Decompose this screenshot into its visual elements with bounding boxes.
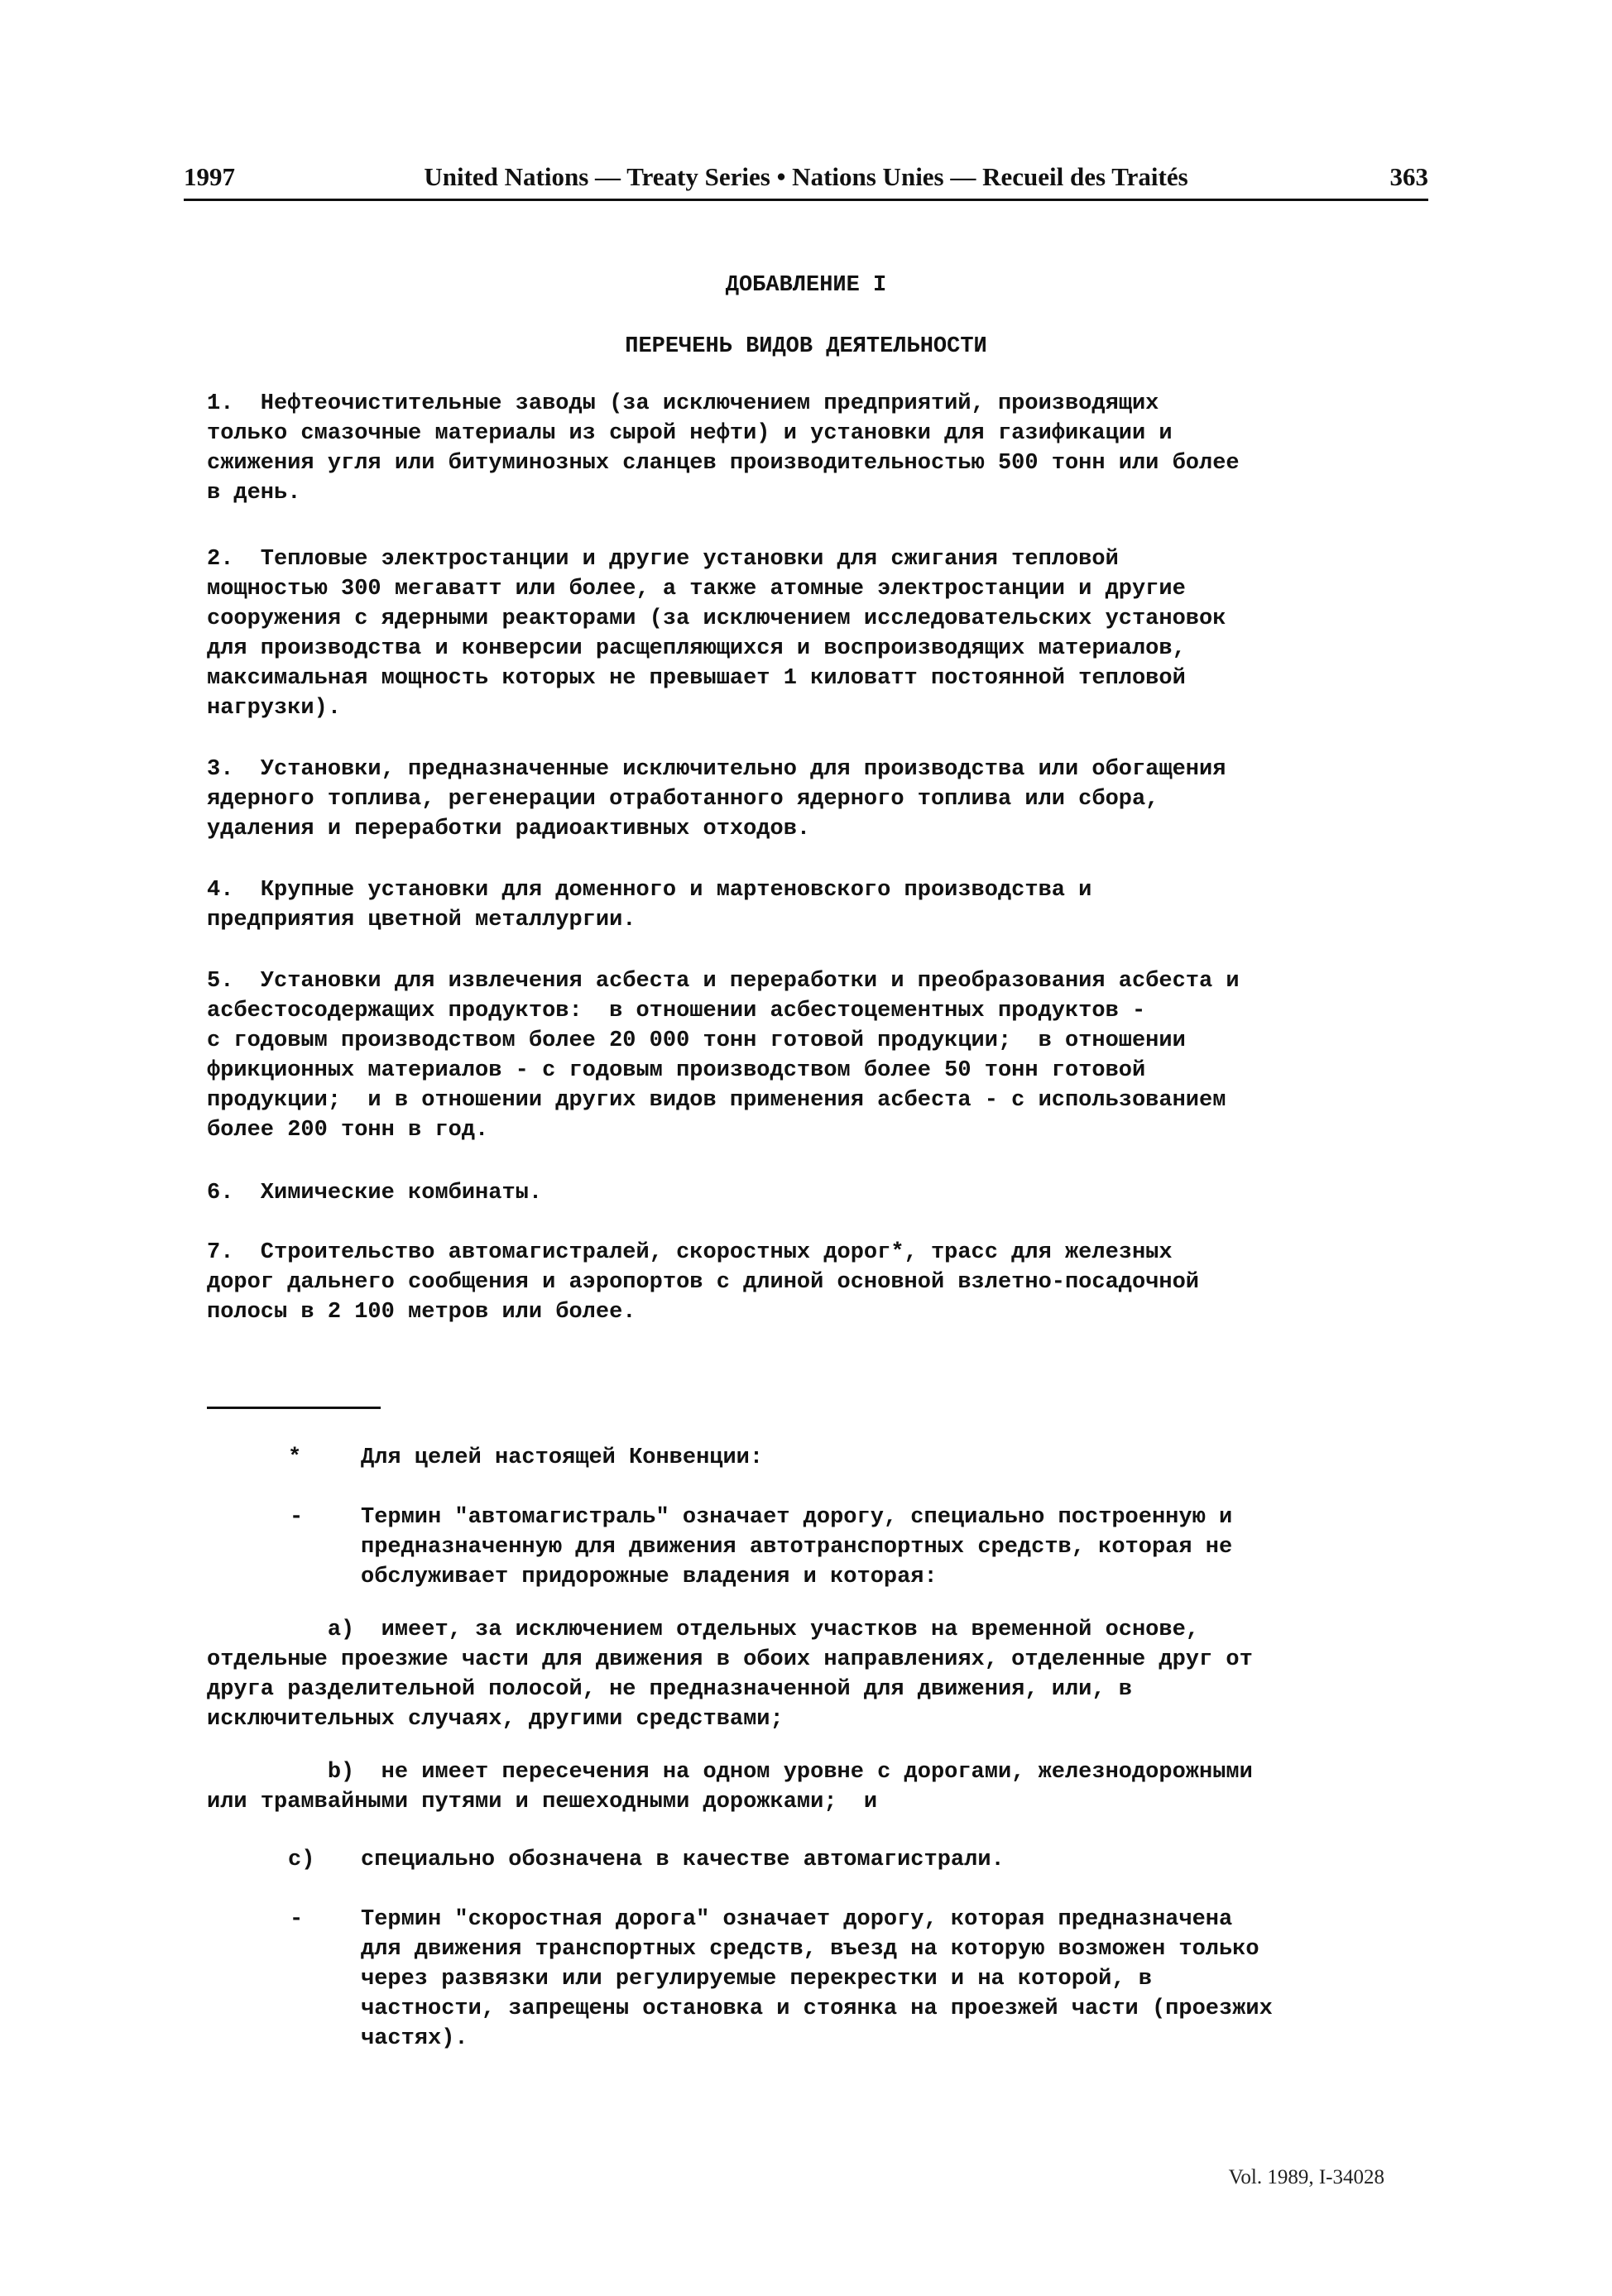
list-item-4: 4. Крупные установки для доменного и мартеновского производства и предприятия цветной металлургии. — [207, 878, 1092, 932]
list-item-5: 5. Установки для извлечения асбеста и переработки и преобразования асбеста и асбестосодержащих продуктов: в отношении асбестоцементных продуктов - с годовым производством более 20 000 тонн готовой продукции; в отношении фрикционных материалов - с годовым производством более 50 тонн готовой продукции; и в отношении других видов применения асбеста - с использованием более 200 тонн в год. — [207, 969, 1240, 1143]
footnote-clause-c-marker: c) — [288, 1848, 315, 1872]
term-expressway-definition: Термин "скоростная дорога" означает дорогу, которая предназначена для движения транспортных средств, въезд на которую возможен только через развязки или регулируемые перекрестки и на которой, в частности, запрещены остановка и стоянка на проезжей части (проезжих частях). — [361, 1907, 1273, 2051]
header-year: 1997 — [184, 162, 235, 191]
footnote-marker: * — [288, 1445, 302, 1470]
footnote-clause-b: b) не имеет пересечения на одном уровне с дорогами, железнодорожными или трамвайными путями и пешеходными дорожками; и — [207, 1760, 1253, 1814]
footnote-separator — [207, 1407, 381, 1409]
term-expressway-marker: - — [290, 1907, 304, 1932]
term-automagistral-definition: Термин "автомагистраль" означает дорогу, специально построенную и предназначенную для движения автотранспортных средств, которая не обслуживает придорожные владения и которая: — [361, 1505, 1233, 1589]
list-item-7: 7. Строительство автомагистралей, скоростных дорог*, трасс для железных дорог дальнего сообщения и аэропортов с длиной основной взлетно-посадочной полосы в 2 100 метров или более. — [207, 1240, 1199, 1325]
running-header — [184, 162, 1428, 199]
term-automagistral-marker: - — [290, 1505, 304, 1530]
appendix-title: ДОБАВЛЕНИЕ I — [725, 273, 887, 298]
list-item-3: 3. Установки, предназначенные исключительно для производства или обогащения ядерного топлива, регенерации отработанного ядерного топлива или сбора, удаления и переработки радиоактивных отходов. — [207, 757, 1226, 841]
list-item-1: 1. Нефтеочистительные заводы (за исключением предприятий, производящих только смазочные материалы из сырой нефти) и установки для газификации и сжижения угля или битуминозных сланцев производительностью 500 тонн или более в день. — [207, 391, 1240, 506]
header-title: United Nations — Treaty Series • Nations Unies — Recueil des Traités — [424, 162, 1188, 191]
footnote-clause-c: специально обозначена в качестве автомагистрали. — [361, 1848, 1005, 1872]
footnote-intro: Для целей настоящей Конвенции: — [361, 1445, 764, 1470]
list-item-6: 6. Химические комбинаты. — [207, 1181, 543, 1206]
appendix-subtitle: ПЕРЕЧЕНЬ ВИДОВ ДЕЯТЕЛЬНОСТИ — [625, 334, 987, 359]
header-rule — [184, 199, 1428, 201]
header-page-number: 363 — [1389, 162, 1428, 191]
footnote-clause-a: a) имеет, за исключением отдельных участков на временной основе, отдельные проезжие части для движения в обоих направлениях, отделенные друг от друга разделительной полосой, не предназначенной для движения, или, в исключительных случаях, другими средствами; — [207, 1618, 1253, 1732]
volume-reference: Vol. 1989, I-34028 — [1228, 2166, 1384, 2188]
list-item-2: 2. Тепловые электростанции и другие установки для сжигания тепловой мощностью 300 мегаватт или более, а также атомные электростанции и другие сооружения с ядерными реакторами (за исключением исследовательских установок для производства и конверсии расщепляющихся и воспроизводящих материалов, максимальная мощность которых не превышает 1 киловатт постоянной тепловой нагрузки). — [207, 547, 1226, 721]
